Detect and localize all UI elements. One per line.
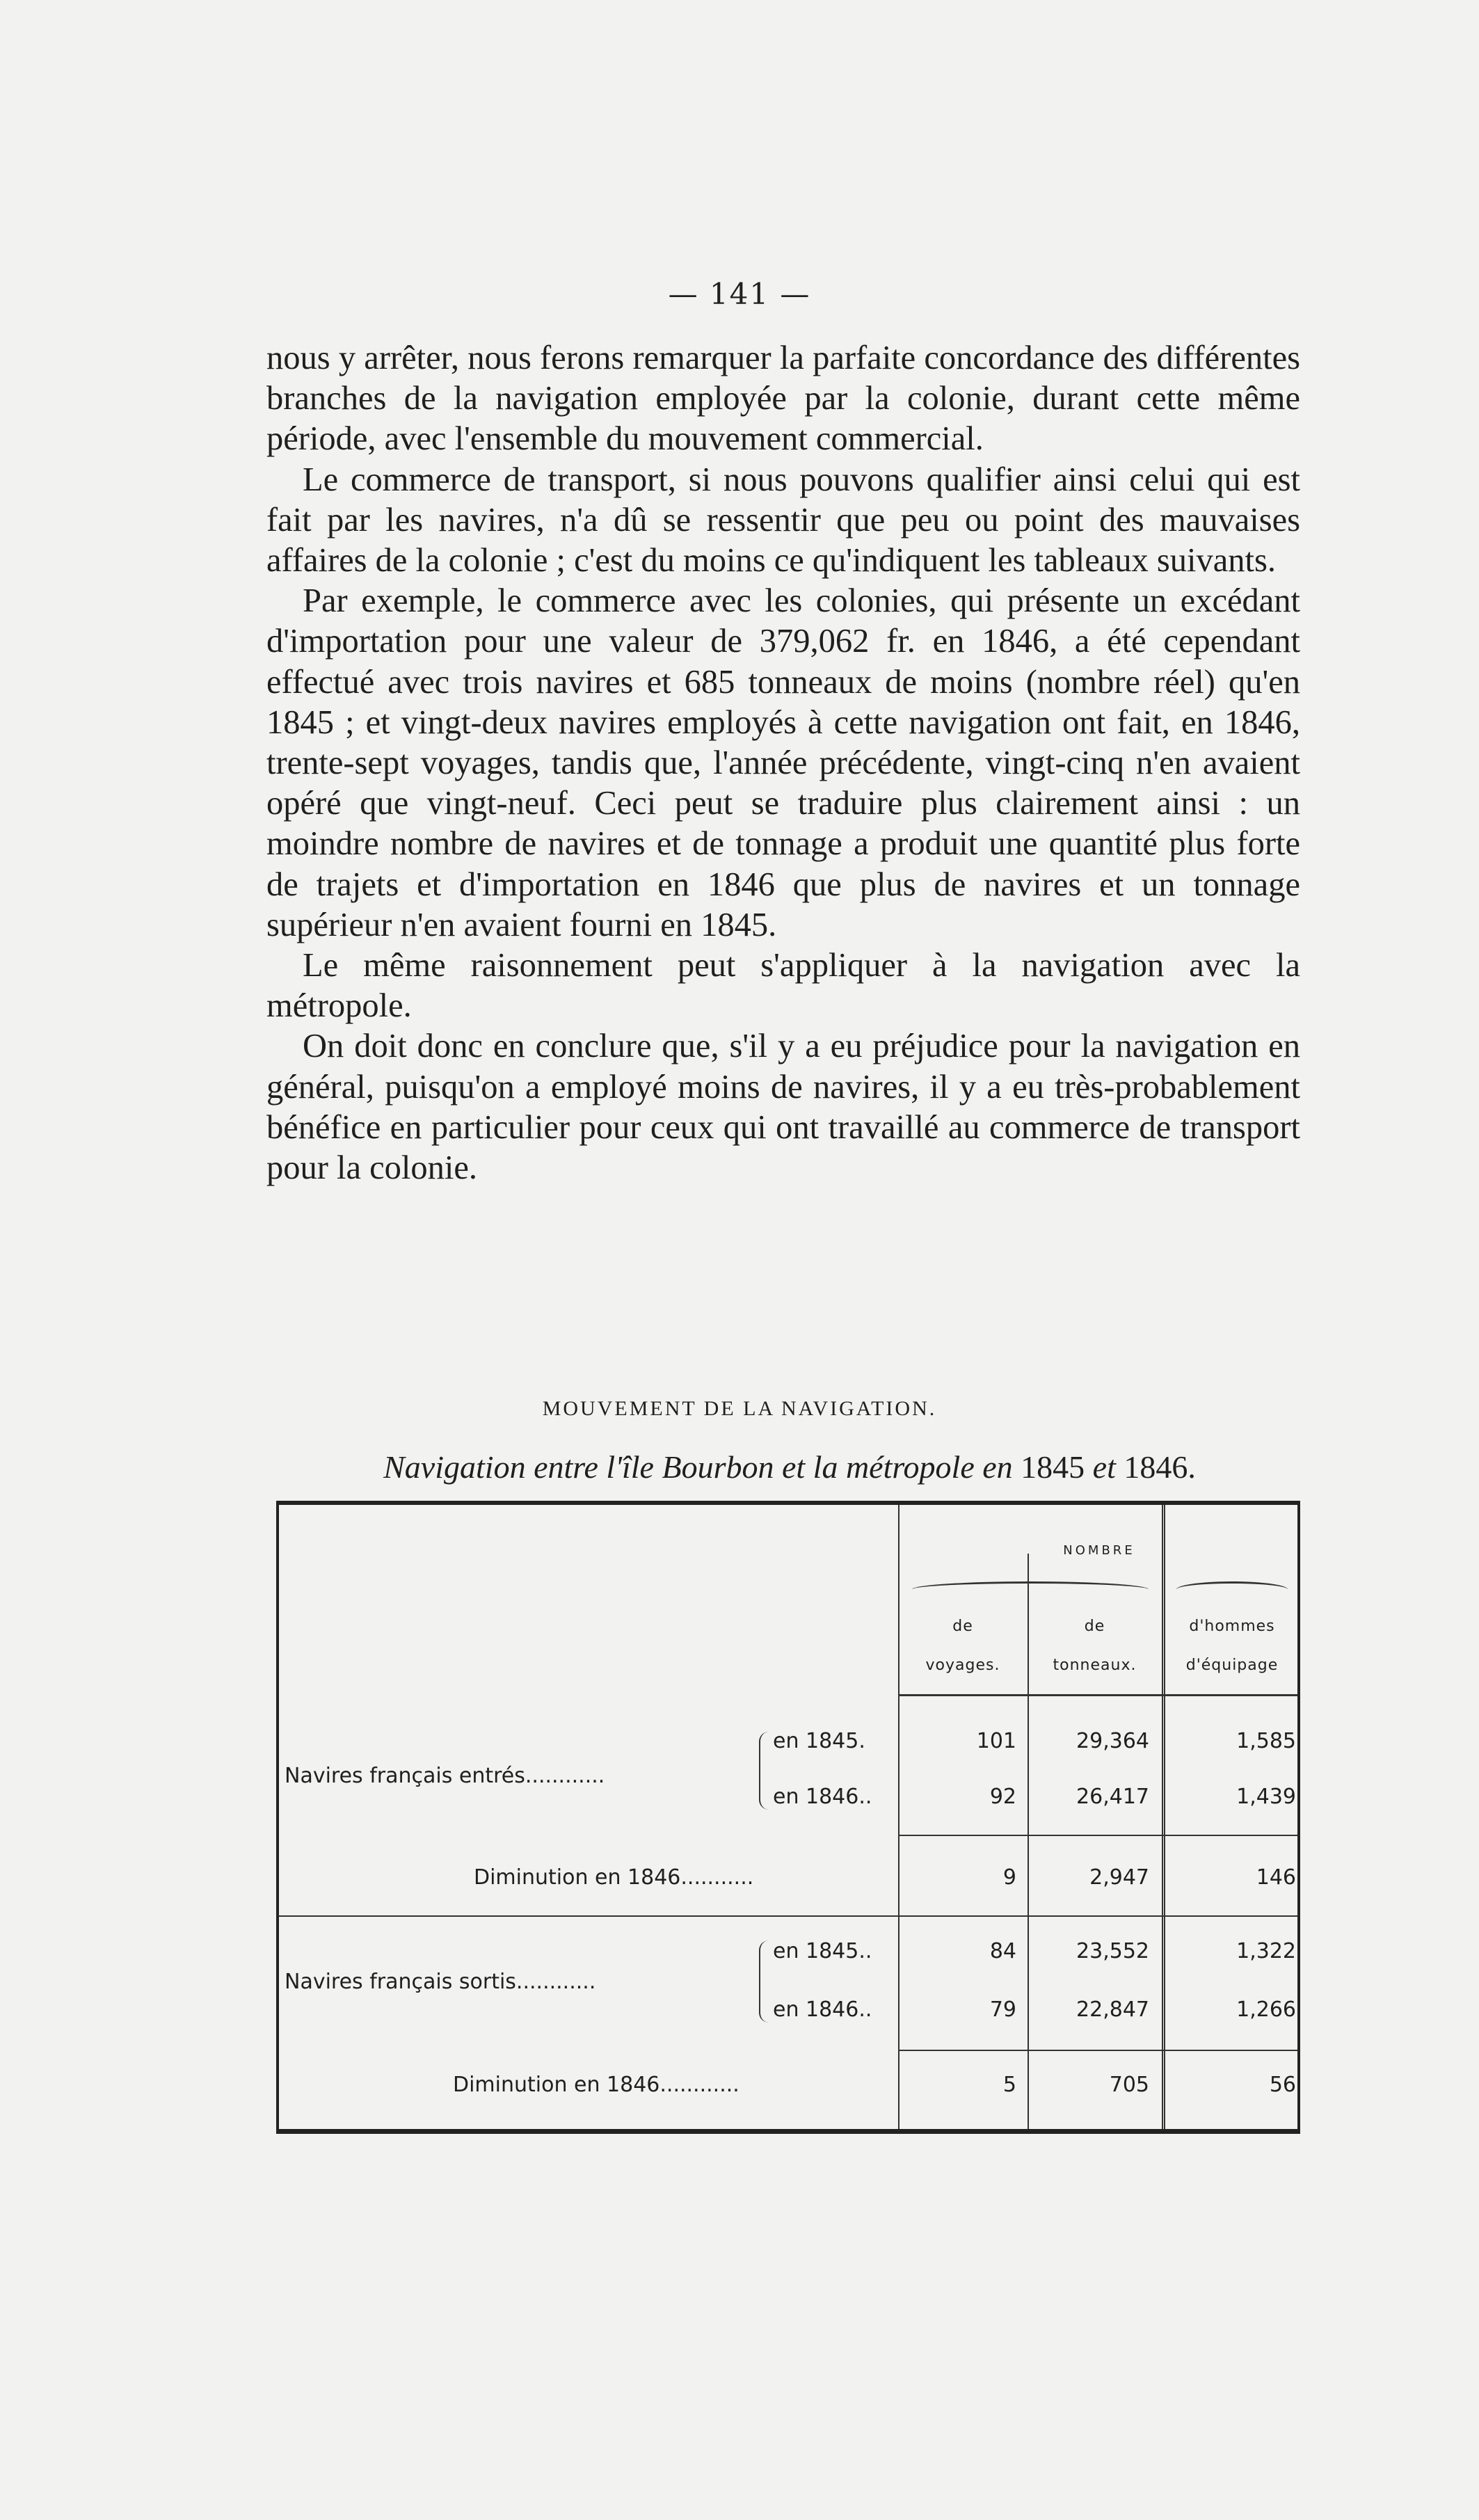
cell-hommes: 146	[1256, 1865, 1296, 1890]
header-hommes-1: d'hommes	[1189, 1618, 1275, 1635]
brace	[759, 1732, 773, 1810]
row-year: en 1846..	[773, 1997, 872, 2022]
cell-voyages: 79	[989, 1997, 1016, 2022]
cell-tonneaux: 705	[1109, 2073, 1149, 2097]
brace	[759, 1940, 773, 2023]
cell-hommes: 56	[1269, 2073, 1296, 2097]
cell-hommes: 1,585	[1236, 1729, 1296, 1753]
column-rule	[1162, 1505, 1163, 2129]
cell-tonneaux: 22,847	[1076, 1997, 1149, 2022]
cell-voyages: 9	[1002, 1865, 1016, 1890]
paragraph-4: Le même raisonnement peut s'appliquer à la navigation avec la métropole.	[266, 947, 1300, 1025]
row-label-sortis: Navires français sortis............	[285, 1970, 596, 1994]
row-rule	[898, 2050, 1297, 2051]
header-tonneaux-1: de	[1084, 1618, 1105, 1635]
row-year: en 1845.	[773, 1729, 865, 1753]
column-rule	[1028, 1554, 1029, 2129]
body-text	[266, 338, 1300, 1188]
header-group: NOMBRE	[1063, 1543, 1135, 1558]
header-arc	[912, 1581, 1149, 1597]
header-voyages-1: de	[952, 1618, 973, 1635]
header-hommes-2: d'équipage	[1185, 1657, 1279, 1674]
page-number: — 141 —	[668, 277, 811, 311]
cell-voyages: 84	[989, 1939, 1016, 1963]
header-arc	[1176, 1581, 1288, 1597]
paragraph-1: nous y arrêter, nous ferons remarquer la parfaite concordance des différentes branches de la navigation employée par la colonie, durant cette même période, avec l'ensemble du mouvement commercial.	[266, 340, 1300, 458]
paragraph-2: Le commerce de transport, si nous pouvons qualifier ainsi celui qui est fait par les navires, n'a dû se ressentir que peu ou point des mauvaises affaires de la colonie ; c'est du moins ce qu'indiquent les tableaux suivants.	[266, 461, 1300, 580]
row-rule	[898, 1835, 1297, 1836]
paragraph-5: On doit donc en conclure que, s'il y a eu préjudice pour la navigation en général, puisqu'on a employé moins de navires, il y a eu très-probablement bénéfice en particulier pour ceux qui ont travaillé au commerce de transport pour la colonie.	[266, 1028, 1300, 1187]
navigation-table	[276, 1501, 1300, 2134]
cell-voyages: 5	[1002, 2073, 1016, 2097]
header-voyages-2: voyages.	[925, 1657, 1000, 1674]
row-label-diminution: Diminution en 1846............	[453, 2073, 740, 2097]
table-title-year-2: 1846.	[1124, 1449, 1196, 1485]
cell-tonneaux: 23,552	[1076, 1939, 1149, 1963]
column-rule	[898, 1505, 900, 2129]
table-title-text: Navigation entre l'île Bourbon et la métropole en	[383, 1449, 1013, 1485]
section-heading: MOUVEMENT DE LA NAVIGATION.	[542, 1397, 937, 1420]
cell-voyages: 101	[976, 1729, 1016, 1753]
row-rule	[279, 1915, 1297, 1917]
row-year: en 1845..	[773, 1939, 872, 1963]
cell-tonneaux: 26,417	[1076, 1785, 1149, 1809]
column-rule	[1164, 1505, 1165, 2129]
table-title	[275, 1449, 1304, 1485]
row-year: en 1846..	[773, 1785, 872, 1809]
cell-tonneaux: 29,364	[1076, 1729, 1149, 1753]
header-rule	[898, 1694, 1297, 1696]
cell-voyages: 92	[989, 1785, 1016, 1809]
table-title-year-1: 1845	[1021, 1449, 1085, 1485]
cell-hommes: 1,266	[1236, 1997, 1296, 2022]
cell-tonneaux: 2,947	[1089, 1865, 1149, 1890]
cell-hommes: 1,439	[1236, 1785, 1296, 1809]
header-tonneaux-2: tonneaux.	[1053, 1657, 1137, 1674]
paragraph-3: Par exemple, le commerce avec les colonies, qui présente un excédant d'importation pour une valeur de 379,062 fr. en 1846, a été cependant effectué avec trois navires et 685 tonneaux de moins (nombre réel) qu'en 1845 ; et vingt-deux navires employés à cette navigation ont fait, en 1846, trente-sept voyages, tandis que, l'année précédente, vingt-cinq n'en avaient opéré que vingt-neuf. Ceci peut se traduire plus clairement ainsi : un moindre nombre de navires et de tonnage a produit une quantité plus forte de trajets et d'importation en 1846 que plus de navires et un tonnage supérieur n'en avaient fourni en 1845.	[266, 582, 1300, 943]
row-label-entres: Navires français entrés............	[285, 1764, 605, 1788]
cell-hommes: 1,322	[1236, 1939, 1296, 1963]
table-title-and: et	[1092, 1449, 1116, 1485]
row-label-diminution: Diminution en 1846...........	[474, 1865, 754, 1890]
